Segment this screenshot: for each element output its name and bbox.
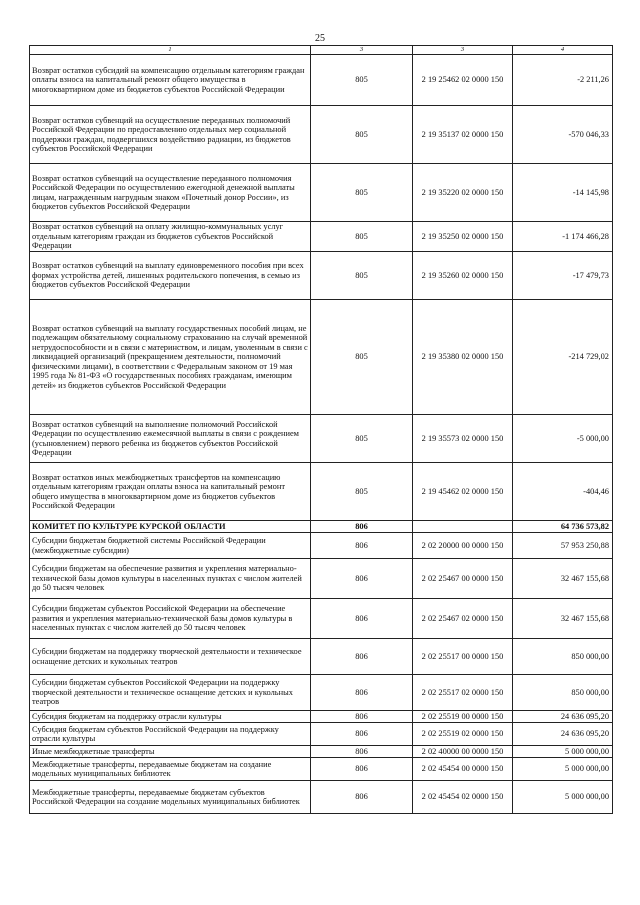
- row-admin-code: 806: [311, 723, 413, 746]
- column-number: 1: [30, 46, 311, 55]
- row-amount: 24 636 095,20: [513, 711, 613, 723]
- table-row: [30, 222, 613, 252]
- row-name: Субсидии бюджетам субъектов Российской Федерации на поддержку творческой деятельности и техническое оснащение детских и кукольных театров: [30, 675, 311, 711]
- row-name: КОМИТЕТ ПО КУЛЬТУРЕ КУРСКОЙ ОБЛАСТИ: [30, 521, 311, 533]
- row-admin-code: 805: [311, 300, 413, 415]
- column-number-row: [30, 46, 613, 55]
- table-row: [30, 252, 613, 300]
- row-amount: 64 736 573,82: [513, 521, 613, 533]
- row-admin-code: 805: [311, 106, 413, 164]
- row-budget-code: 2 19 45462 02 0000 150: [413, 463, 513, 521]
- table-row: [30, 559, 613, 599]
- column-number: 3: [311, 46, 413, 55]
- row-name: Возврат остатков субвенций на выплату государственных пособий лицам, не подлежащим обязательному социальному страхованию на случай временной нетрудоспособности и в связи с материнством, и лицам, уволенным в связи с ликвидацией организаций (прекращением деятельности, полномочий физическими лицами), в соответствии с Федеральным законом от 19 мая 1995 года № 81-ФЗ «О государственных пособиях гражданам, имеющим детей» из бюджетов субъектов Российской Федерации: [30, 300, 311, 415]
- row-name: Субсидия бюджетам на поддержку отрасли культуры: [30, 711, 311, 723]
- row-amount: -14 145,98: [513, 164, 613, 222]
- row-name: Субсидии бюджетам бюджетной системы Российской Федерации (межбюджетные субсидии): [30, 533, 311, 559]
- row-budget-code: 2 19 35250 02 0000 150: [413, 222, 513, 252]
- row-admin-code: 806: [311, 781, 413, 814]
- row-admin-code: 805: [311, 252, 413, 300]
- budget-table: [29, 45, 613, 814]
- row-amount: 24 636 095,20: [513, 723, 613, 746]
- table-row: [30, 55, 613, 106]
- row-name: Возврат остатков субсидий на компенсацию отдельным категориям граждан оплаты взноса на капитальный ремонт общего имущества в многоквартирном доме из бюджетов субъектов Российской Федерации: [30, 55, 311, 106]
- row-amount: -17 479,73: [513, 252, 613, 300]
- row-name: Субсидии бюджетам субъектов Российской Федерации на обеспечение развития и укрепления материально-технической базы домов культуры в населенных пунктах с числом жителей до 50 тысяч человек: [30, 599, 311, 639]
- row-name: Иные межбюджетные трансферты: [30, 746, 311, 758]
- row-budget-code: 2 19 35380 02 0000 150: [413, 300, 513, 415]
- row-budget-code: 2 02 25517 00 0000 150: [413, 639, 513, 675]
- table-row: [30, 300, 613, 415]
- row-name: Межбюджетные трансферты, передаваемые бюджетам субъектов Российской Федерации на создание модельных муниципальных библиотек: [30, 781, 311, 814]
- row-budget-code: 2 02 25467 00 0000 150: [413, 559, 513, 599]
- table-body: [30, 46, 613, 814]
- row-budget-code: 2 19 35260 02 0000 150: [413, 252, 513, 300]
- row-budget-code: 2 02 45454 02 0000 150: [413, 781, 513, 814]
- row-admin-code: 806: [311, 711, 413, 723]
- column-number: 3: [413, 46, 513, 55]
- row-budget-code: 2 19 35220 02 0000 150: [413, 164, 513, 222]
- row-admin-code: 806: [311, 675, 413, 711]
- table-row: [30, 781, 613, 814]
- row-name: Возврат остатков субвенций на осуществление переданных полномочий Российской Федерации по предоставлению отдельных мер социальной поддержки граждан, подвергшихся воздействию радиации, из бюджетов субъектов Российской Федерации: [30, 106, 311, 164]
- row-name: Возврат остатков субвенций на оплату жилищно-коммунальных услуг отдельным категориям граждан из бюджетов субъектов Российской Федерации: [30, 222, 311, 252]
- row-budget-code: 2 19 35137 02 0000 150: [413, 106, 513, 164]
- table-row: [30, 599, 613, 639]
- table-row: [30, 106, 613, 164]
- row-amount: 850 000,00: [513, 675, 613, 711]
- row-name: Субсидии бюджетам на обеспечение развития и укрепления материально-технической базы домов культуры в населенных пунктах с числом жителей до 50 тысяч человек: [30, 559, 311, 599]
- row-name: Возврат остатков субвенций на выполнение полномочий Российской Федерации по осуществлению ежемесячной выплаты в связи с рождением (усыновлением) первого ребенка из бюджетов субъектов Российской Федерации: [30, 415, 311, 463]
- row-budget-code: 2 02 40000 00 0000 150: [413, 746, 513, 758]
- table-row: [30, 639, 613, 675]
- row-amount: -2 211,26: [513, 55, 613, 106]
- row-admin-code: 806: [311, 533, 413, 559]
- row-name: Субсидии бюджетам на поддержку творческой деятельности и техническое оснащение детских и кукольных театров: [30, 639, 311, 675]
- row-name: Субсидия бюджетам субъектов Российской Федерации на поддержку отрасли культуры: [30, 723, 311, 746]
- row-amount: -570 046,33: [513, 106, 613, 164]
- table-row: [30, 758, 613, 781]
- table-row: [30, 521, 613, 533]
- row-admin-code: 806: [311, 758, 413, 781]
- row-amount: -1 174 466,28: [513, 222, 613, 252]
- row-budget-code: 2 19 25462 02 0000 150: [413, 55, 513, 106]
- table-row: [30, 463, 613, 521]
- row-budget-code: 2 02 25519 00 0000 150: [413, 711, 513, 723]
- row-name: Межбюджетные трансферты, передаваемые бюджетам на создание модельных муниципальных библиотек: [30, 758, 311, 781]
- row-budget-code: 2 19 35573 02 0000 150: [413, 415, 513, 463]
- table-row: [30, 164, 613, 222]
- row-amount: 5 000 000,00: [513, 781, 613, 814]
- row-name: Возврат остатков иных межбюджетных трансфертов на компенсацию отдельным категориям граждан оплаты взноса на капитальный ремонт общего имущества в многоквартирном доме из бюджетов субъектов Российской Федерации: [30, 463, 311, 521]
- row-budget-code: [413, 521, 513, 533]
- row-admin-code: 805: [311, 222, 413, 252]
- row-admin-code: 806: [311, 599, 413, 639]
- table-row: [30, 675, 613, 711]
- table-row: [30, 533, 613, 559]
- row-admin-code: 805: [311, 415, 413, 463]
- row-amount: -404,46: [513, 463, 613, 521]
- row-amount: -5 000,00: [513, 415, 613, 463]
- row-admin-code: 806: [311, 559, 413, 599]
- row-budget-code: 2 02 20000 00 0000 150: [413, 533, 513, 559]
- row-budget-code: 2 02 45454 00 0000 150: [413, 758, 513, 781]
- row-admin-code: 806: [311, 639, 413, 675]
- row-amount: 5 000 000,00: [513, 746, 613, 758]
- row-admin-code: 806: [311, 521, 413, 533]
- row-amount: 57 953 250,88: [513, 533, 613, 559]
- table-row: [30, 415, 613, 463]
- row-admin-code: 805: [311, 463, 413, 521]
- row-budget-code: 2 02 25467 02 0000 150: [413, 599, 513, 639]
- page-number: 25: [315, 33, 325, 44]
- row-amount: -214 729,02: [513, 300, 613, 415]
- table-row: [30, 746, 613, 758]
- row-name: Возврат остатков субвенций на выплату единовременного пособия при всех формах устройства детей, лишенных родительского попечения, в семью из бюджетов субъектов Российской Федерации: [30, 252, 311, 300]
- row-amount: 5 000 000,00: [513, 758, 613, 781]
- row-admin-code: 806: [311, 746, 413, 758]
- row-admin-code: 805: [311, 55, 413, 106]
- table-row: [30, 723, 613, 746]
- row-admin-code: 805: [311, 164, 413, 222]
- row-name: Возврат остатков субвенций на осуществление переданного полномочия Российской Федерации по осуществлению ежегодной денежной выплаты лицам, награжденным нагрудным знаком «Почетный донор России», из бюджетов субъектов Российской Федерации: [30, 164, 311, 222]
- row-amount: 850 000,00: [513, 639, 613, 675]
- row-budget-code: 2 02 25519 02 0000 150: [413, 723, 513, 746]
- table-row: [30, 711, 613, 723]
- row-budget-code: 2 02 25517 02 0000 150: [413, 675, 513, 711]
- row-amount: 32 467 155,68: [513, 559, 613, 599]
- row-amount: 32 467 155,68: [513, 599, 613, 639]
- column-number: 4: [513, 46, 613, 55]
